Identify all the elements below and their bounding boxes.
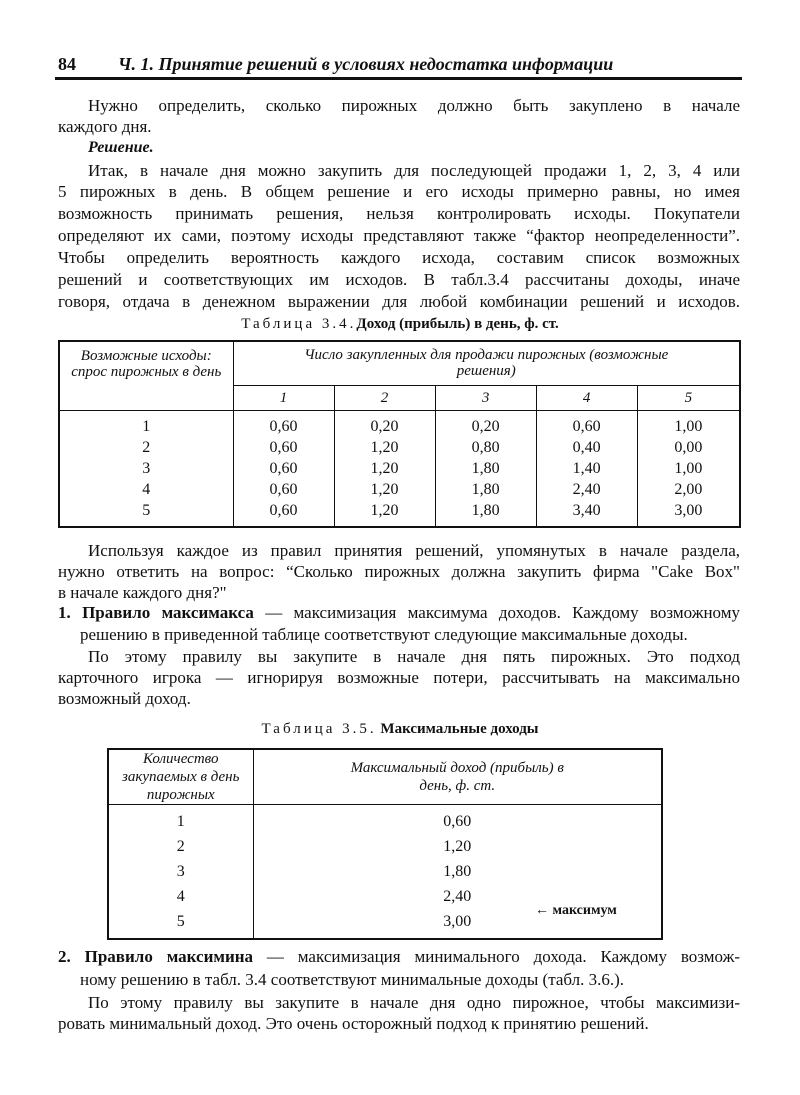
value-cell: 0,60 (253, 805, 662, 835)
table-3-4-caption (0, 316, 800, 333)
value-cell: 0,60 (233, 480, 334, 501)
paragraph-line: решений и соответствующих им исходов. В табл.3.4 рассчитаны доходы, иначе (58, 270, 740, 289)
value-cell: 0,60 (536, 410, 637, 438)
page-number: 84 (58, 54, 76, 74)
value-cell: 1,20 (334, 459, 435, 480)
table-row (59, 410, 740, 438)
demand-cell: 4 (59, 480, 233, 501)
qty-cell: 4 (108, 884, 253, 909)
col-header: Количество закупаемых в день пирожных (108, 749, 253, 805)
rule-2-title: Правило максимина (84, 947, 254, 966)
paragraph-line: говоря, отдача в денежном выражении для любой комбинации решений и исходов. (58, 292, 740, 311)
value-cell: 1,00 (637, 459, 740, 480)
value-cell: 1,80 (435, 480, 536, 501)
paragraph-line: ному решению в табл. 3.4 соответствуют минимальные доходы (табл. 3.6.). (80, 970, 625, 989)
col-header: 3 (435, 385, 536, 410)
value-cell: 1,40 (536, 459, 637, 480)
rule-2-text: — максимизация минимального дохода. Каждому возмож- (266, 947, 741, 966)
paragraph-line: в начале каждого дня?" (58, 583, 227, 602)
paragraph-line: возможность принимать решения, нельзя контролировать исходы. Покупатели (58, 204, 740, 223)
paragraph-line: возможный доход. (58, 689, 191, 708)
value-cell: 1,20 (253, 834, 662, 859)
rule-1-title: Правило максимакса (82, 603, 254, 622)
row-header: Возможные исходы: спрос пирожных в день (59, 341, 233, 410)
value-cell: 2,00 (637, 480, 740, 501)
col-header: Максимальный доход (прибыль) в день, ф. ст. (253, 749, 662, 805)
maximum-marker: ← максимум (535, 903, 617, 918)
value-cell: 1,80 (435, 459, 536, 480)
paragraph-line: 5 пирожных в день. В общем решение и его исходы примерно равны, но имея (58, 182, 740, 201)
solution-label: Решение. (88, 139, 154, 156)
table-3-4 (58, 340, 741, 528)
value-cell: 0,40 (536, 438, 637, 459)
value-cell: 2,40 (253, 884, 662, 909)
paragraph-line: Чтобы определить вероятность каждого исхода, составим список возможных (58, 248, 740, 267)
demand-cell: 1 (59, 410, 233, 438)
rule-2-line (58, 947, 740, 967)
demand-cell: 2 (59, 438, 233, 459)
table-row (108, 834, 662, 859)
table-row (59, 438, 740, 459)
table-row (59, 459, 740, 480)
paragraph-line: Итак, в начале дня можно закупить для последующей продажи 1, 2, 3, 4 или (88, 161, 740, 180)
running-title: Ч. 1. Принятие решений в условиях недостатка информации (118, 54, 614, 74)
paragraph-line: По этому правилу вы закупите в начале дня пять пирожных. Это подход (88, 647, 740, 666)
value-cell: 0,20 (435, 410, 536, 438)
value-cell: 1,80 (435, 501, 536, 527)
value-cell: 0,60 (233, 410, 334, 438)
rule-1-text: — максимизация максимума доходов. Каждому возможному (265, 603, 740, 622)
table-row (108, 859, 662, 884)
value-cell: 1,00 (637, 410, 740, 438)
paragraph-line: определяют их сами, поэтому исходы представляют также “фактор неопределенности”. (58, 226, 740, 245)
qty-cell: 2 (108, 834, 253, 859)
qty-cell: 3 (108, 859, 253, 884)
table-row (59, 501, 740, 527)
col-header: 2 (334, 385, 435, 410)
paragraph-line: нужно ответить на вопрос: “Сколько пирожных должна закупить фирма "Cake Box" (58, 562, 740, 581)
rule-2-number: 2. (58, 947, 71, 966)
caption-prefix: Таблица 3.4. (241, 316, 357, 332)
qty-cell: 5 (108, 909, 253, 939)
paragraph-line: Используя каждое из правил принятия решений, упомянутых в начале раздела, (88, 541, 740, 560)
value-cell: 1,20 (334, 501, 435, 527)
qty-cell: 1 (108, 805, 253, 835)
value-cell: 2,40 (536, 480, 637, 501)
demand-cell: 5 (59, 501, 233, 527)
col-header: 1 (233, 385, 334, 410)
paragraph-line: карточного игрока — игнорируя возможные потери, рассчитывать на максимально (58, 668, 740, 687)
value-cell: 3,00 (637, 501, 740, 527)
value-cell: 3,40 (536, 501, 637, 527)
value-cell: 1,20 (334, 480, 435, 501)
rule-1-number: 1. (58, 603, 71, 622)
value-cell: 0,20 (334, 410, 435, 438)
value-cell: 0,00 (637, 438, 740, 459)
table-3-5-caption (0, 721, 800, 738)
paragraph-line: Нужно определить, сколько пирожных должно быть закуплено в начале (88, 96, 740, 115)
value-cell: 0,60 (233, 459, 334, 480)
caption-text: Доход (прибыль) в день, ф. ст. (356, 316, 559, 332)
value-cell: 0,60 (233, 501, 334, 527)
caption-text: Максимальные доходы (380, 721, 539, 737)
value-cell: 3,00 (253, 909, 662, 939)
value-cell: 0,60 (233, 438, 334, 459)
col-header: 5 (637, 385, 740, 410)
paragraph-line: По этому правилу вы закупите в начале дня одно пирожное, чтобы максимизи- (88, 993, 740, 1012)
caption-prefix: Таблица 3.5. (261, 721, 377, 737)
col-header: 4 (536, 385, 637, 410)
paragraph-line: ровать минимальный доход. Это очень осторожный подход к принятию решений. (58, 1014, 649, 1033)
value-cell: 1,20 (334, 438, 435, 459)
paragraph-line: каждого дня. (58, 117, 152, 136)
paragraph-line: решению в приведенной таблице соответствуют следующие максимальные доходы. (80, 625, 688, 644)
col-group-header: Число закупленных для продажи пирожных (возможные решения) (233, 341, 740, 385)
table-row (59, 480, 740, 501)
value-cell: 0,80 (435, 438, 536, 459)
header-rule (55, 77, 742, 80)
rule-1-line (58, 603, 740, 623)
table-row (108, 805, 662, 835)
demand-cell: 3 (59, 459, 233, 480)
value-cell: 1,80 (253, 859, 662, 884)
